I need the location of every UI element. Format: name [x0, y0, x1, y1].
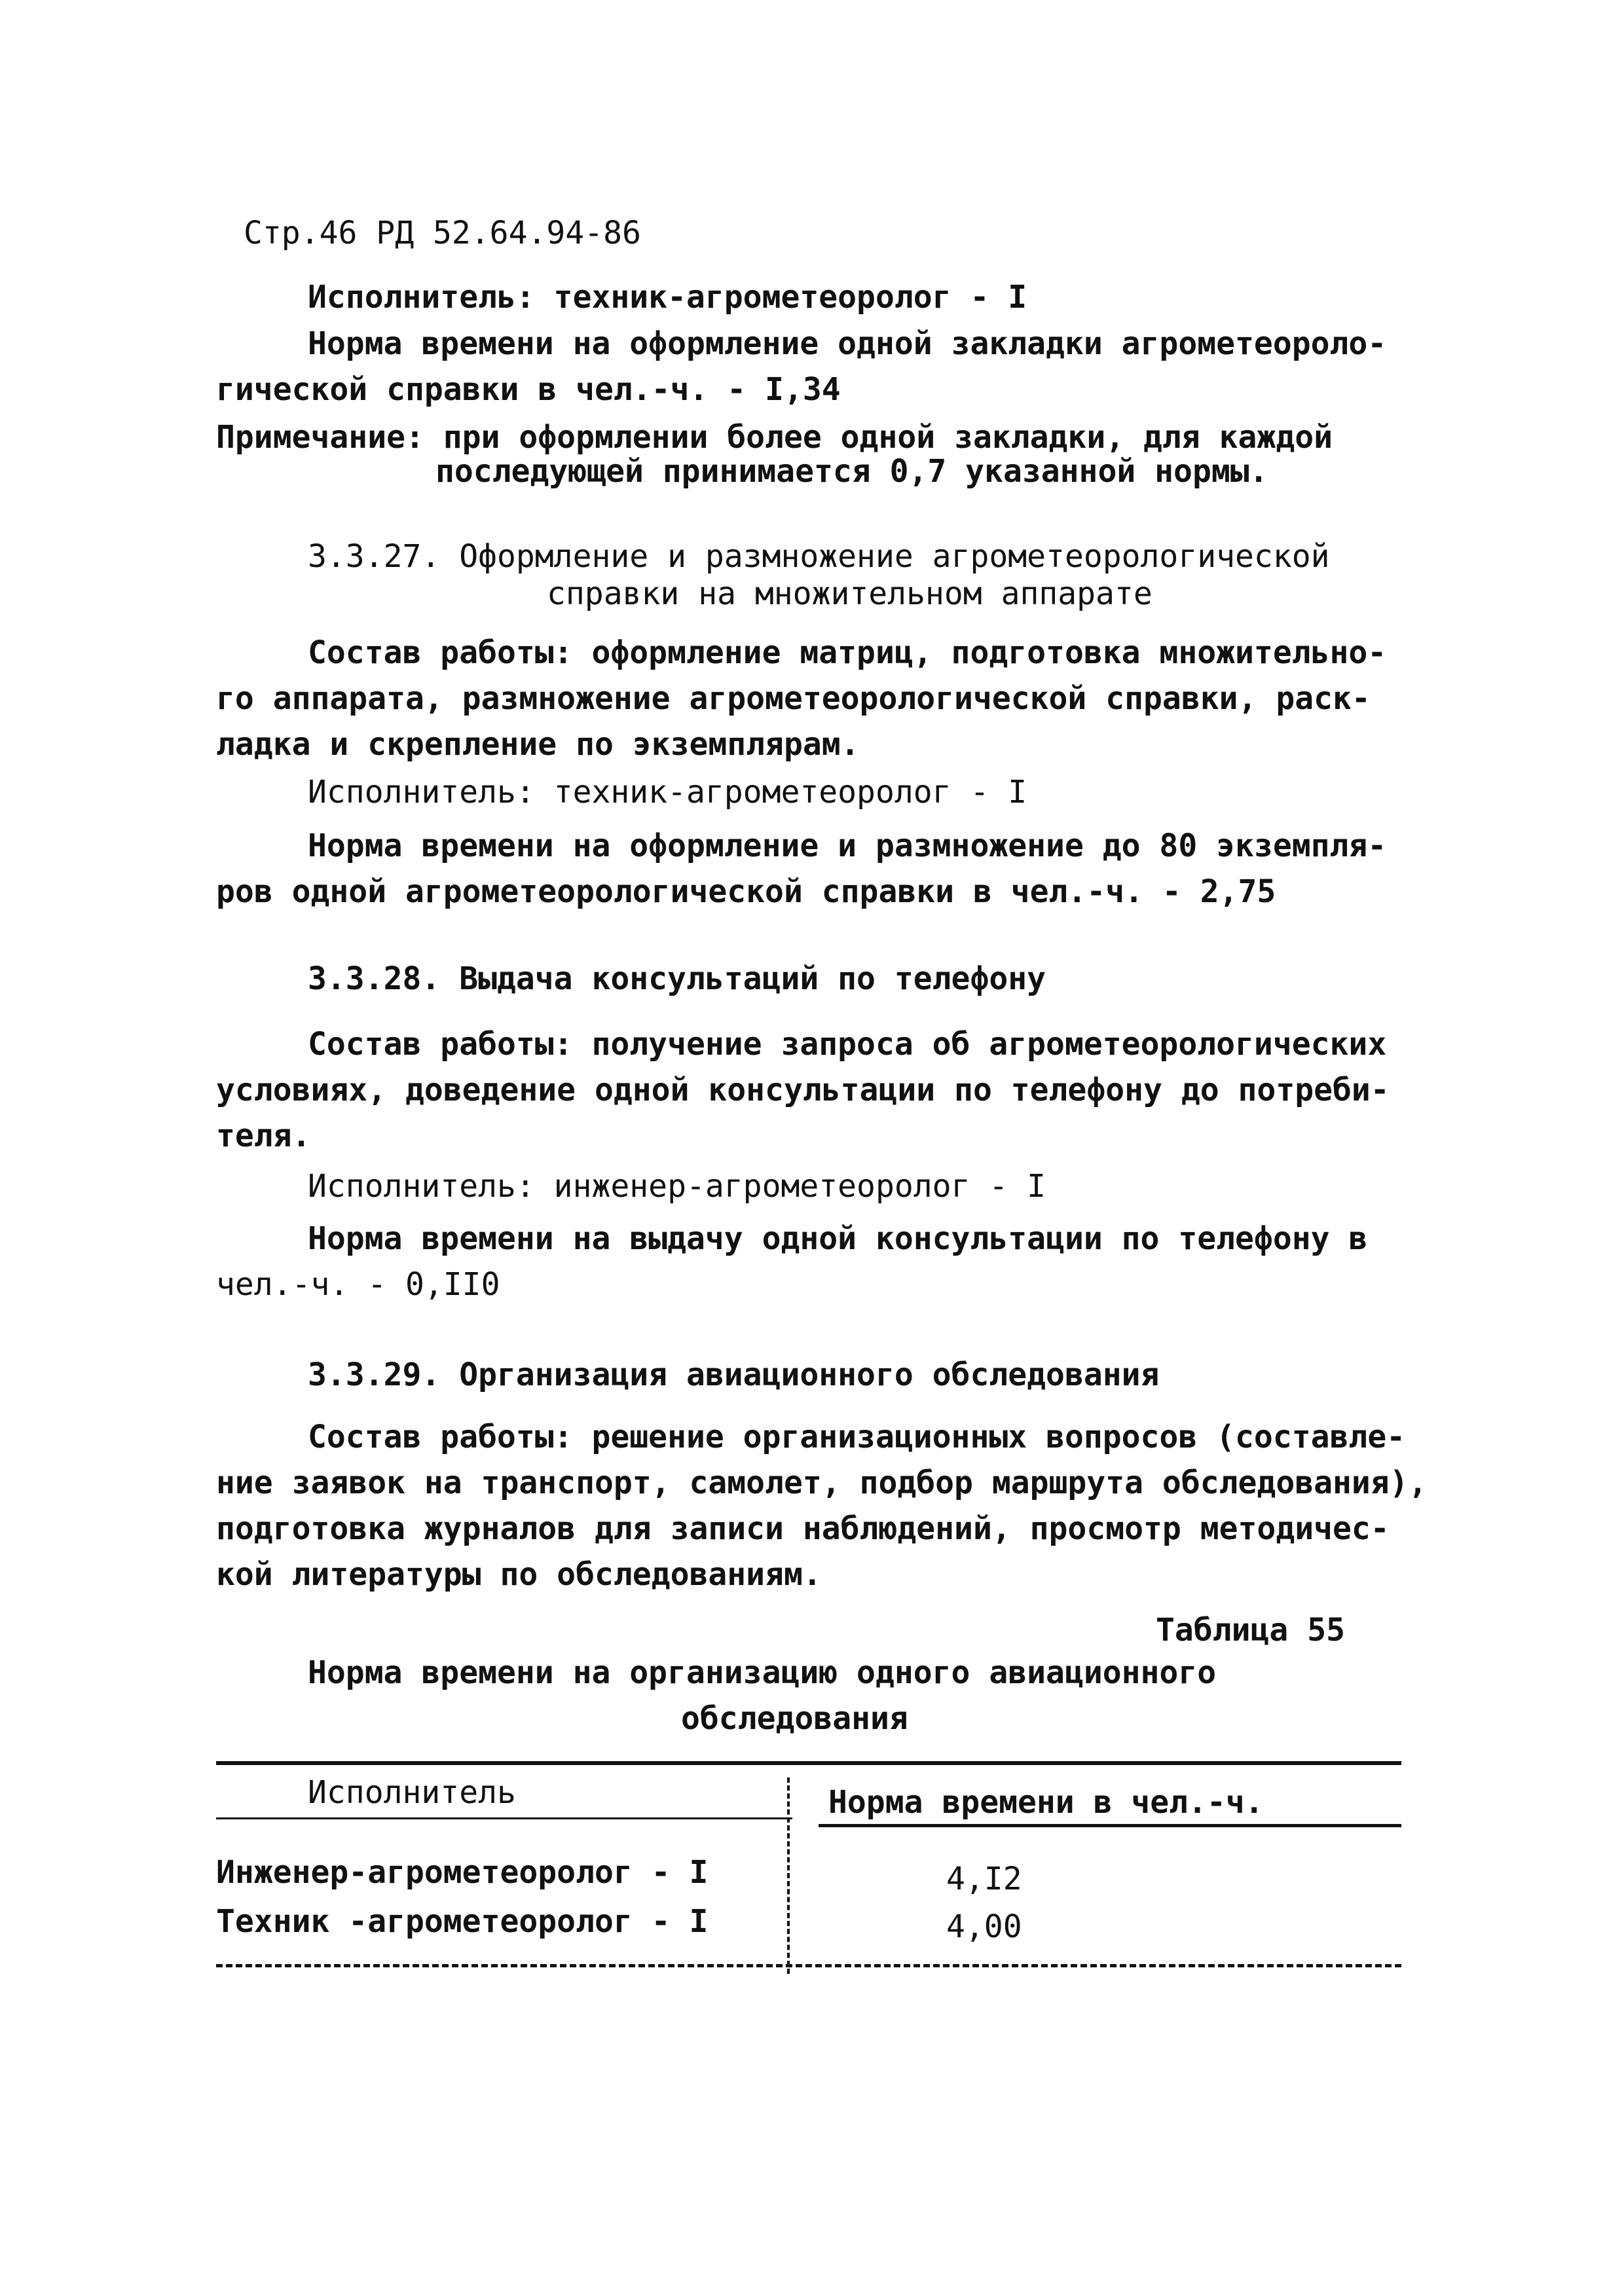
table-column-separator — [787, 1777, 790, 1974]
section-title-3-3-28: 3.3.28. Выдача консультаций по телефону — [308, 960, 1046, 997]
composition-line: подготовка журналов для записи наблюдений, просмотр методичес- — [216, 1510, 1390, 1547]
composition-line: го аппарата, размножение агрометеорологической справки, раск- — [216, 680, 1371, 717]
executor-line: Исполнитель: техник-агрометеоролог - I — [308, 279, 1027, 316]
table-cell-norm: 4,I2 — [946, 1861, 1022, 1897]
table-cell-executor: Инженер-агрометеоролог - I — [216, 1854, 709, 1891]
norm-text-line: Норма времени на оформление и размножение до 80 экземпля- — [308, 828, 1387, 864]
composition-line: ние заявок на транспорт, самолет, подбор маршрута обследования), — [216, 1465, 1428, 1501]
norm-text-line: Норма времени на оформление одной закладки агрометеороло- — [308, 325, 1387, 362]
table-header-rule — [819, 1824, 1401, 1827]
table-header-norm: Норма времени в чел.-ч. — [828, 1784, 1264, 1821]
norm-text-line: ров одной агрометеорологической справки в чел.-ч. - 2,75 — [216, 873, 1276, 910]
composition-line: Состав работы: решение организационных вопросов (составле- — [308, 1419, 1406, 1455]
table-cell-norm: 4,00 — [946, 1908, 1022, 1945]
norm-text-line: чел.-ч. - 0,II0 — [216, 1266, 500, 1303]
executor-line: Исполнитель: инженер-агрометеоролог - I — [308, 1168, 1046, 1205]
table-label: Таблица 55 — [1156, 1612, 1345, 1649]
table-header-rule — [216, 1817, 792, 1819]
executor-line: Исполнитель: техник-агрометеоролог - I — [308, 774, 1027, 811]
composition-line: ладка и скрепление по экземплярам. — [216, 726, 860, 763]
section-title-3-3-27-cont: справки на множительном аппарате — [547, 575, 1153, 612]
norm-text-line: Норма времени на выдачу одной консультации по телефону в — [308, 1220, 1368, 1257]
note-line: последующей принимается 0,7 указанной нормы. — [435, 453, 1268, 490]
table-bottom-rule — [216, 1964, 1401, 1967]
section-title-3-3-29: 3.3.29. Организация авиационного обследования — [308, 1357, 1160, 1393]
composition-line: теля. — [216, 1118, 311, 1154]
section-title-3-3-27: 3.3.27. Оформление и размножение агрометеорологической — [308, 538, 1330, 575]
composition-line: Состав работы: получение запроса об агрометеорологических — [308, 1026, 1387, 1063]
composition-line: кой литературы по обследованиям. — [216, 1556, 822, 1593]
table-header-executor: Исполнитель — [308, 1774, 516, 1811]
norm-text-line: гической справки в чел.-ч. - I,34 — [216, 371, 841, 408]
table-title: Норма времени на организацию одного авиационного — [308, 1654, 1217, 1691]
composition-line: Состав работы: оформление матриц, подготовка множительно- — [308, 634, 1387, 671]
table-cell-executor: Техник -агрометеоролог - I — [216, 1903, 709, 1940]
note-line: Примечание: при оформлении более одной закладки, для каждой — [216, 419, 1333, 456]
composition-line: условиях, доведение одной консультации по телефону до потреби- — [216, 1072, 1390, 1108]
page-header: Стр.46 РД 52.64.94-86 — [244, 215, 641, 251]
table-top-rule — [216, 1761, 1401, 1765]
table-title-cont: обследования — [681, 1700, 908, 1737]
